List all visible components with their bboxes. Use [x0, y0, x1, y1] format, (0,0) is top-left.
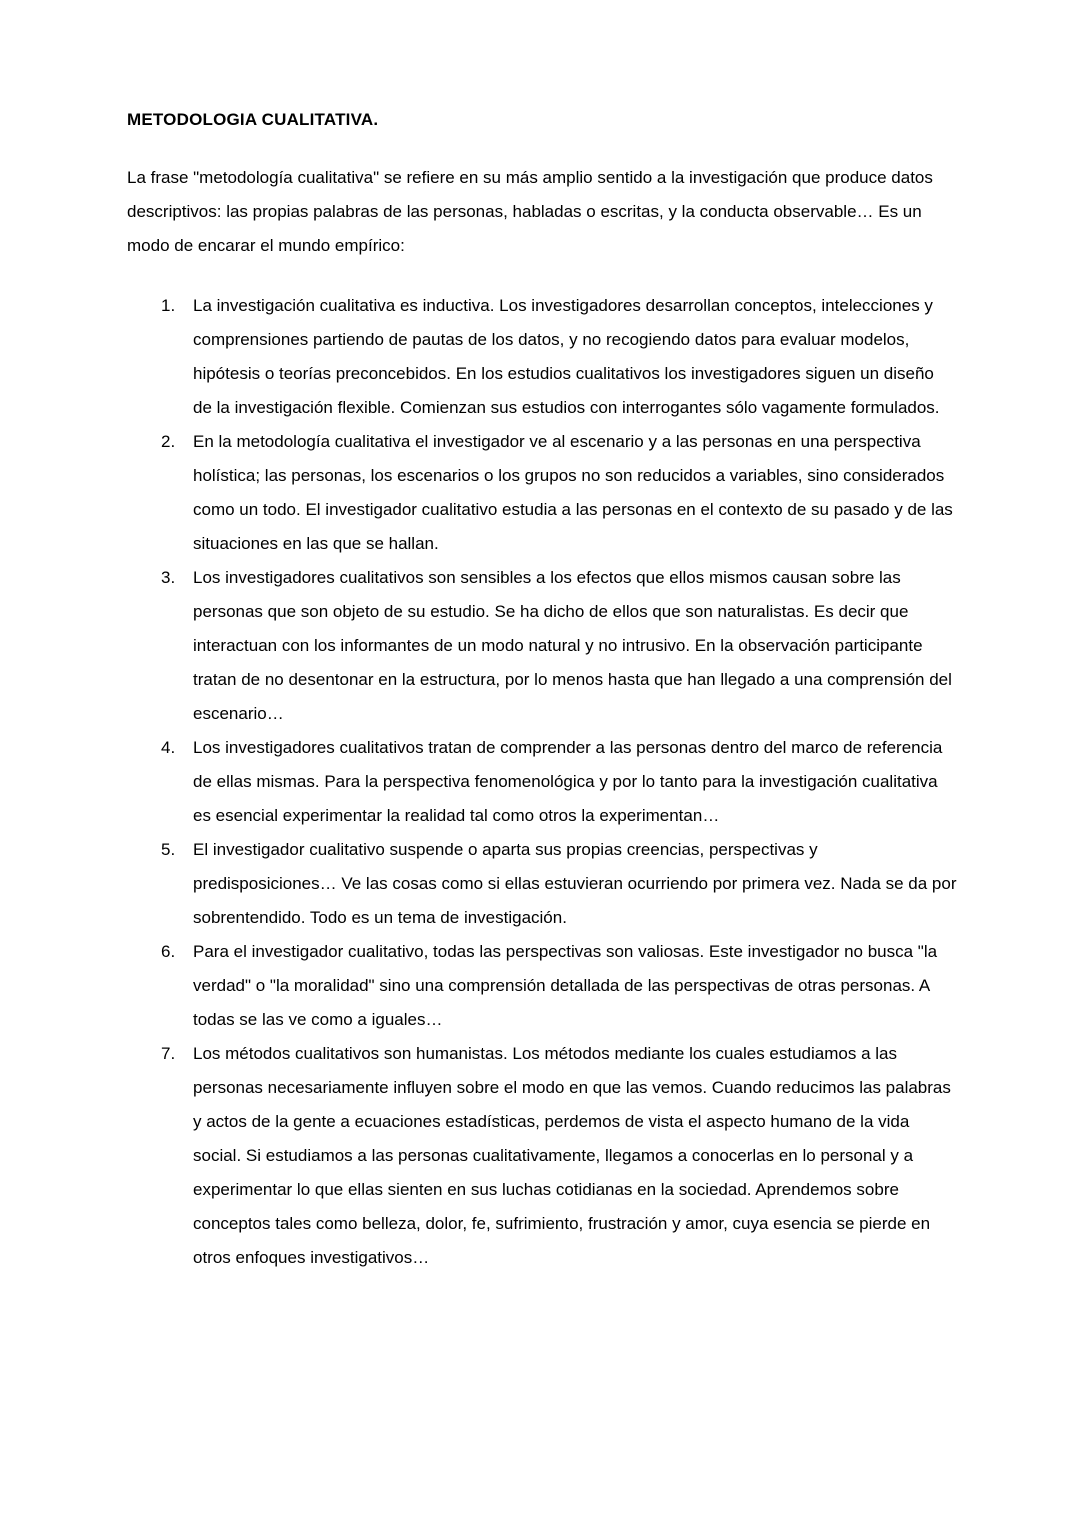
- intro-paragraph: La frase "metodología cualitativa" se refiere en su más amplio sentido a la investigación que produce datos descriptivos: las propias palabras de las personas, habladas o escritas, y la conducta observable… Es un modo de encarar el mundo empírico:: [127, 168, 933, 255]
- list-item-number: 3.: [161, 568, 176, 587]
- list-item: [127, 561, 957, 731]
- list-item-number: 1.: [161, 296, 176, 315]
- list-item-text: Los métodos cualitativos son humanistas. Los métodos mediante los cuales estudiamos a las personas necesariamente influyen sobre el modo en que las vemos. Cuando reducimos las palabras y actos de la gente a ecuaciones estadísticas, perdemos de vista el aspecto humano de la vida social. Si estudiamos a las personas cualitativamente, llegamos a conocerlas en lo personal y a experimentar lo que ellas sienten en sus luchas cotidianas en la sociedad. Aprendemos sobre conceptos tales como belleza, dolor, fe, sufrimiento, frustración y amor, cuya esencia se pierde en otros enfoques investigativos…: [193, 1044, 951, 1267]
- list-item: [127, 731, 957, 833]
- list-item-text: Para el investigador cualitativo, todas las perspectivas son valiosas. Este investigador no busca "la verdad" o "la moralidad" sino una comprensión detallada de las perspectivas de otras personas. A todas se las ve como a iguales…: [193, 942, 938, 1029]
- list-item-number: 4.: [161, 738, 176, 757]
- list-item-text: Los investigadores cualitativos tratan de comprender a las personas dentro del marco de referencia de ellas mismas. Para la perspectiva fenomenológica y por lo tanto para la investigación cualitativa es esencial experimentar la realidad tal como otros la experimentan…: [193, 738, 943, 825]
- list-item-number: 2.: [161, 432, 176, 451]
- list-item: [127, 1037, 957, 1275]
- document-title: METODOLOGIA CUALITATIVA.: [127, 110, 379, 129]
- list-item-text: Los investigadores cualitativos son sensibles a los efectos que ellos mismos causan sobre las personas que son objeto de su estudio. Se ha dicho de ellos que son naturalistas. Es decir que interactuan con los informantes de un modo natural y no intrusivo. En la observación participante tratan de no desentonar en la estructura, por lo menos hasta que han llegado a una comprensión del escenario…: [193, 568, 952, 723]
- numbered-list: [127, 289, 957, 1275]
- list-item-text: El investigador cualitativo suspende o aparta sus propias creencias, perspectivas y predisposiciones… Ve las cosas como si ellas estuvieran ocurriendo por primera vez. Nada se da por sobrentendido. Todo es un tema de investigación.: [193, 840, 957, 927]
- list-item: [127, 833, 957, 935]
- list-item: [127, 289, 957, 425]
- list-item-text: La investigación cualitativa es inductiva. Los investigadores desarrollan conceptos, intelecciones y comprensiones partiendo de pautas de los datos, y no recogiendo datos para evaluar modelos, hipótesis o teorías preconcebidos. En los estudios cualitativos los investigadores siguen un diseño de la investigación flexible. Comienzan sus estudios con interrogantes sólo vagamente formulados.: [193, 296, 940, 417]
- list-item: [127, 425, 957, 561]
- list-item-number: 6.: [161, 942, 176, 961]
- list-item: [127, 935, 957, 1037]
- list-item-number: 7.: [161, 1044, 176, 1063]
- list-item-text: En la metodología cualitativa el investigador ve al escenario y a las personas en una perspectiva holística; las personas, los escenarios o los grupos no son reducidos a variables, sino considerados como un todo. El investigador cualitativo estudia a las personas en el contexto de su pasado y de las situaciones en las que se hallan.: [193, 432, 953, 553]
- list-item-number: 5.: [161, 840, 176, 859]
